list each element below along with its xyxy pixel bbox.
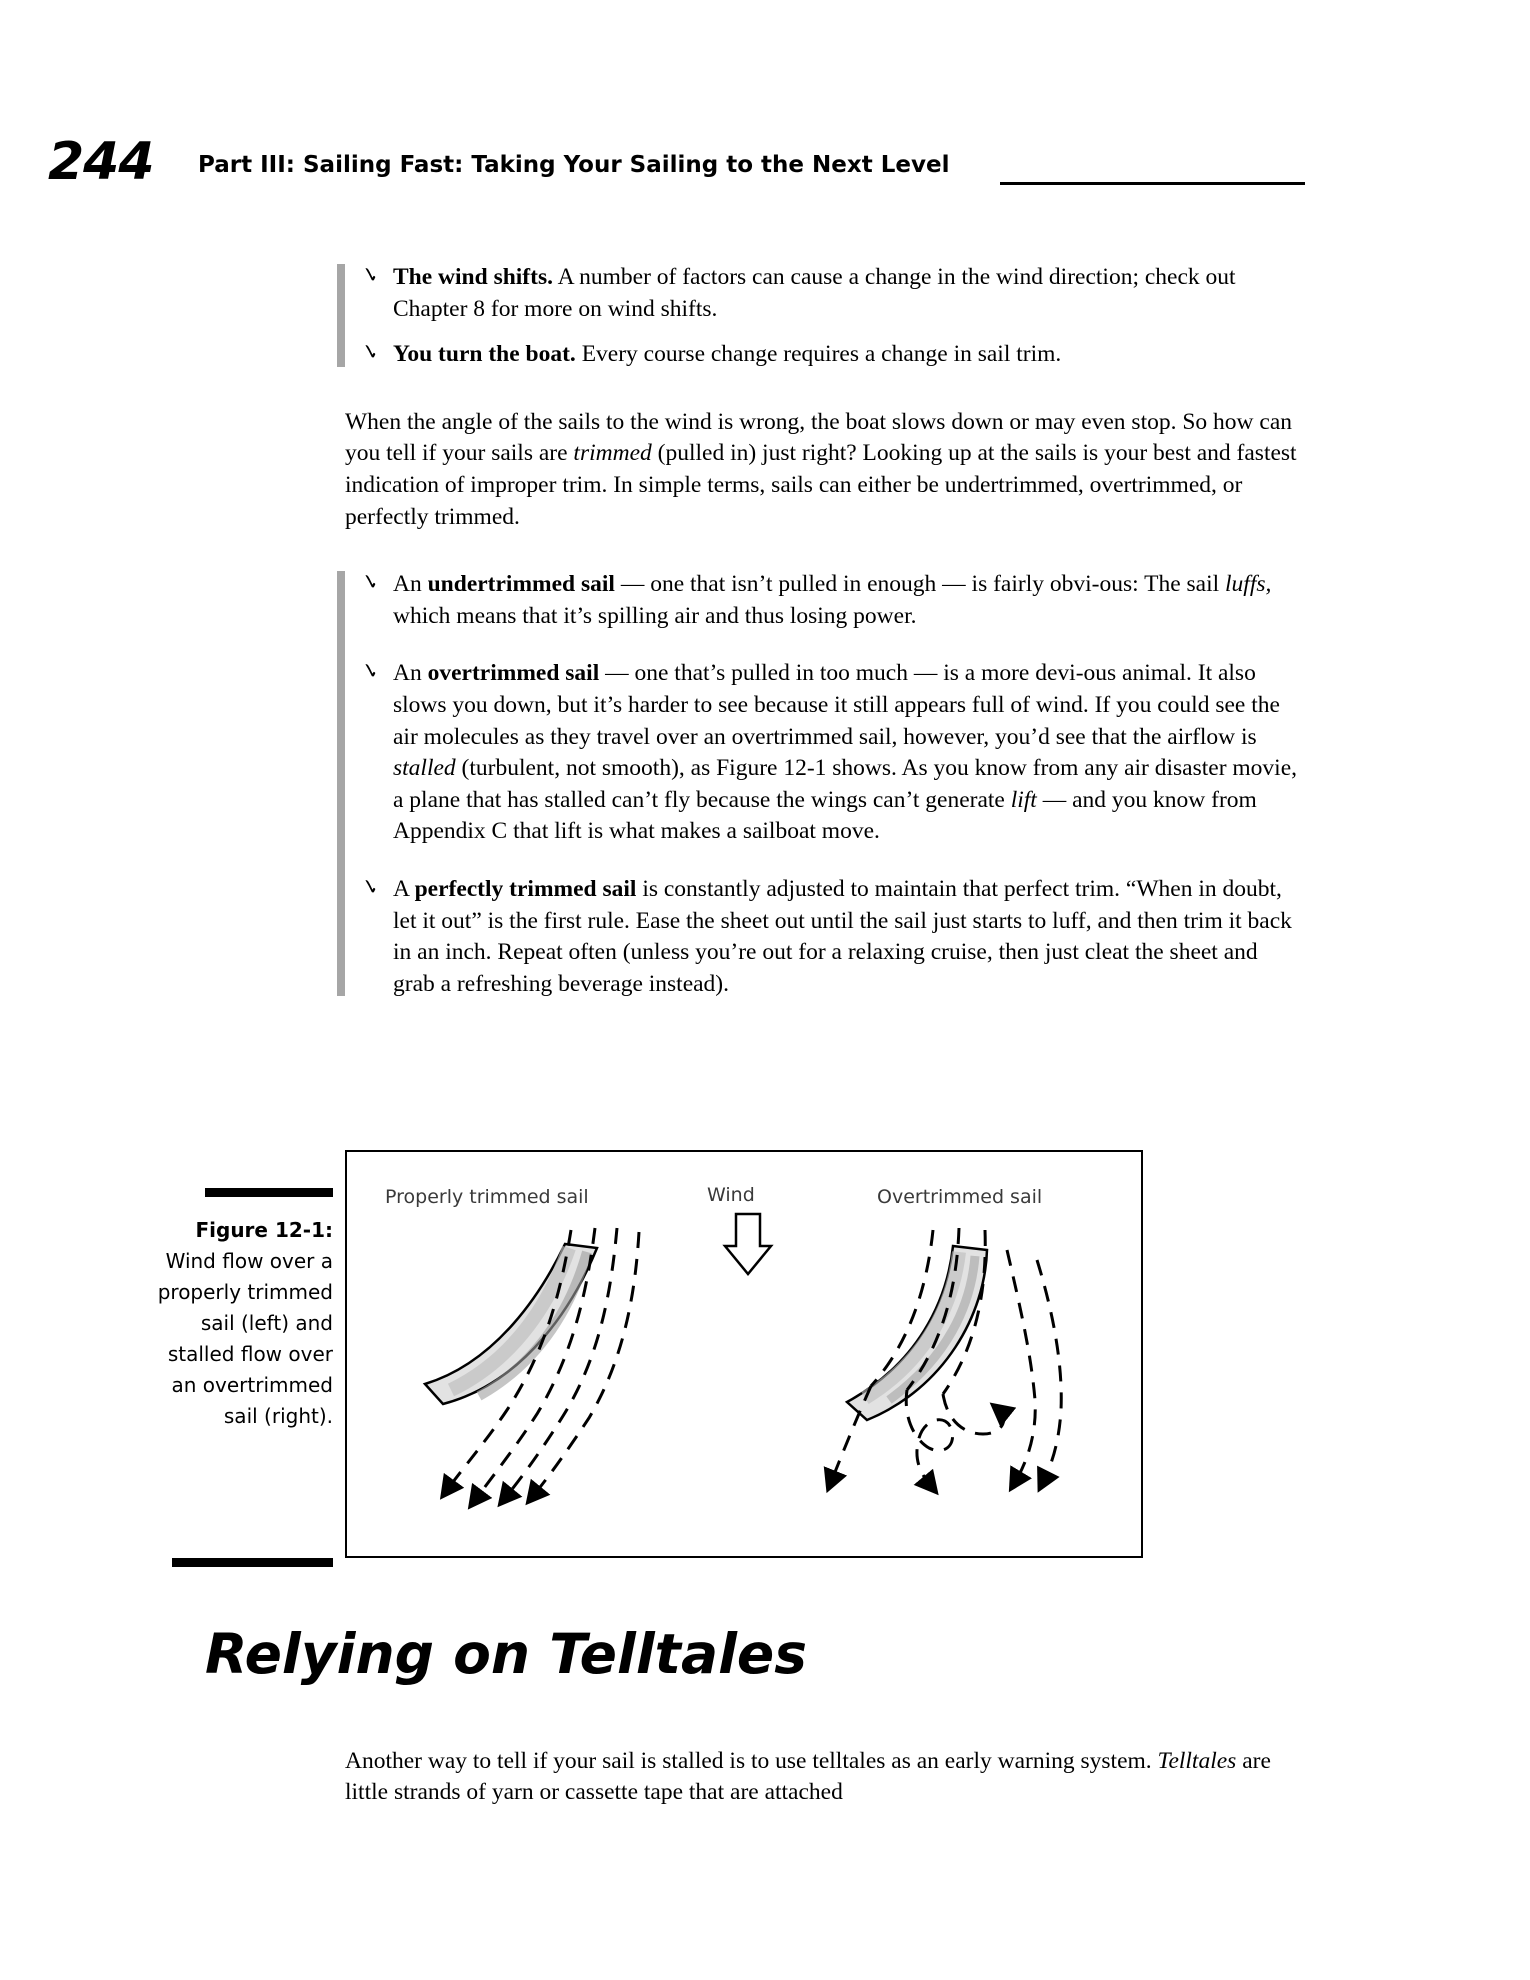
list-item [345, 569, 1305, 632]
bullet-text: Every course change requires a change in sail trim. [575, 341, 1062, 368]
figure-label-wind: Wind [707, 1184, 755, 1206]
paragraph-italic-1: trimmed [573, 440, 652, 467]
bullet-mid: is constantly adjusted to maintain that perfect trim. “When in doubt, let it out” is the first rule. Ease the sheet out until the sail just starts to luff, and then trim it back in an inch. Repeat often (unless you’re out for a relaxing cruise, then just cleat the sheet and grab a refreshing beverage instead). [393, 875, 1292, 997]
top-bullet-block [345, 262, 1305, 371]
figure-illustration [347, 1152, 1141, 1556]
header-rule [1000, 182, 1305, 185]
body-column [345, 262, 1305, 1000]
top-bullet-list [345, 262, 1305, 371]
bullet-sidebar [337, 264, 345, 367]
paragraph-text-1: When the angle of the sails to the wind is wrong, the boat slows down or may even stop. So how can you tell if your sails are [345, 408, 1293, 467]
bullet-italic: luffs, [1225, 571, 1272, 598]
bullet-post-2: — and you know from Appendix C that lift is what makes a sailboat move. [393, 786, 1257, 845]
checkmark-icon: ✓ [359, 658, 381, 685]
bullet-lead: The wind shifts. [393, 264, 553, 290]
figure-12-1 [345, 1150, 1145, 1560]
figure-caption-title: Figure 12-1: [195, 1218, 333, 1242]
bullet-mid: — one that isn’t pulled in enough — is fairly obvi-ous: The sail [614, 571, 1226, 598]
bullet-pre: An [393, 660, 428, 687]
bullet-lead: You turn the boat. [393, 341, 576, 368]
trim-bullet-block [345, 569, 1305, 1000]
figure-caption [150, 1215, 333, 1432]
figure-caption-rule-top [205, 1188, 333, 1197]
figure-caption-text: Wind flow over a properly trimmed sail (left) and stalled flow over an overtrimmed sail (right). [157, 1249, 333, 1428]
paragraph-text-2: (pulled in) just right? Looking up at the sails is your best and fastest indication of improper trim. In simple terms, sails can either be undertrimmed, overtrimmed, or perfectly trimmed. [345, 440, 1297, 530]
checkmark-icon: ✓ [359, 873, 381, 901]
properly-trimmed-sail-drawing [425, 1228, 639, 1500]
figure-label-right: Overtrimmed sail [877, 1186, 1043, 1208]
section-heading: Relying on Telltales [205, 1622, 807, 1686]
list-item [345, 339, 1305, 371]
list-item [345, 658, 1305, 848]
checkmark-icon: ✓ [359, 339, 381, 366]
trim-bullet-list [345, 569, 1305, 1000]
bullet-post: which means that it’s spilling air and thus losing power. [393, 602, 917, 629]
checkmark-icon: ✓ [359, 261, 381, 289]
list-item [345, 874, 1305, 1000]
wind-arrow-icon [725, 1214, 771, 1274]
bullet-post: (turbulent, not smooth), as Figure 12-1 shows. As you know from any air disaster movie, a plane that has stalled can’t fly because the wings can’t generate [393, 755, 1298, 813]
figure-caption-rule-bottom [172, 1558, 333, 1567]
page-number: 244 [48, 132, 154, 192]
section-paragraph [345, 1746, 1305, 1809]
page-header [0, 132, 1530, 210]
figure-label-left: Properly trimmed sail [385, 1186, 589, 1208]
bullet-italic: stalled [393, 755, 456, 782]
section-paragraph-text-2: are little strands of yarn or cassette tape that are attached [345, 1747, 1271, 1806]
bullet-term: undertrimmed sail [427, 571, 615, 598]
running-head-title: Part III: Sailing Fast: Taking Your Sailing to the Next Level [198, 152, 950, 178]
section-paragraph-text-1: Another way to tell if your sail is stalled is to use telltales as an early warning system. [345, 1747, 1158, 1774]
overtrimmed-sail-drawing [831, 1228, 1061, 1486]
bullet-text: A number of factors can cause a change in the wind direction; check out Chapter 8 for more on wind shifts. [393, 264, 1236, 322]
section-paragraph-italic: Telltales [1157, 1747, 1237, 1774]
bullet-italic-2: lift [1010, 786, 1037, 813]
checkmark-icon: ✓ [359, 569, 381, 596]
bullet-pre: An [393, 571, 428, 598]
intro-paragraph [345, 407, 1305, 533]
bullet-pre: A [393, 875, 415, 902]
list-item [345, 262, 1305, 325]
bullet-sidebar [337, 571, 345, 996]
bullet-mid: — one that’s pulled in too much — is a more devi-ous animal. It also slows you down, but it’s harder to see because it still appears full of wind. If you could see the air molecules as they travel over an overtrimmed sail, however, you’d see that the airflow is [393, 660, 1280, 750]
figure-frame [345, 1150, 1143, 1558]
bullet-term: perfectly trimmed sail [414, 875, 637, 902]
bullet-term: overtrimmed sail [427, 660, 600, 687]
